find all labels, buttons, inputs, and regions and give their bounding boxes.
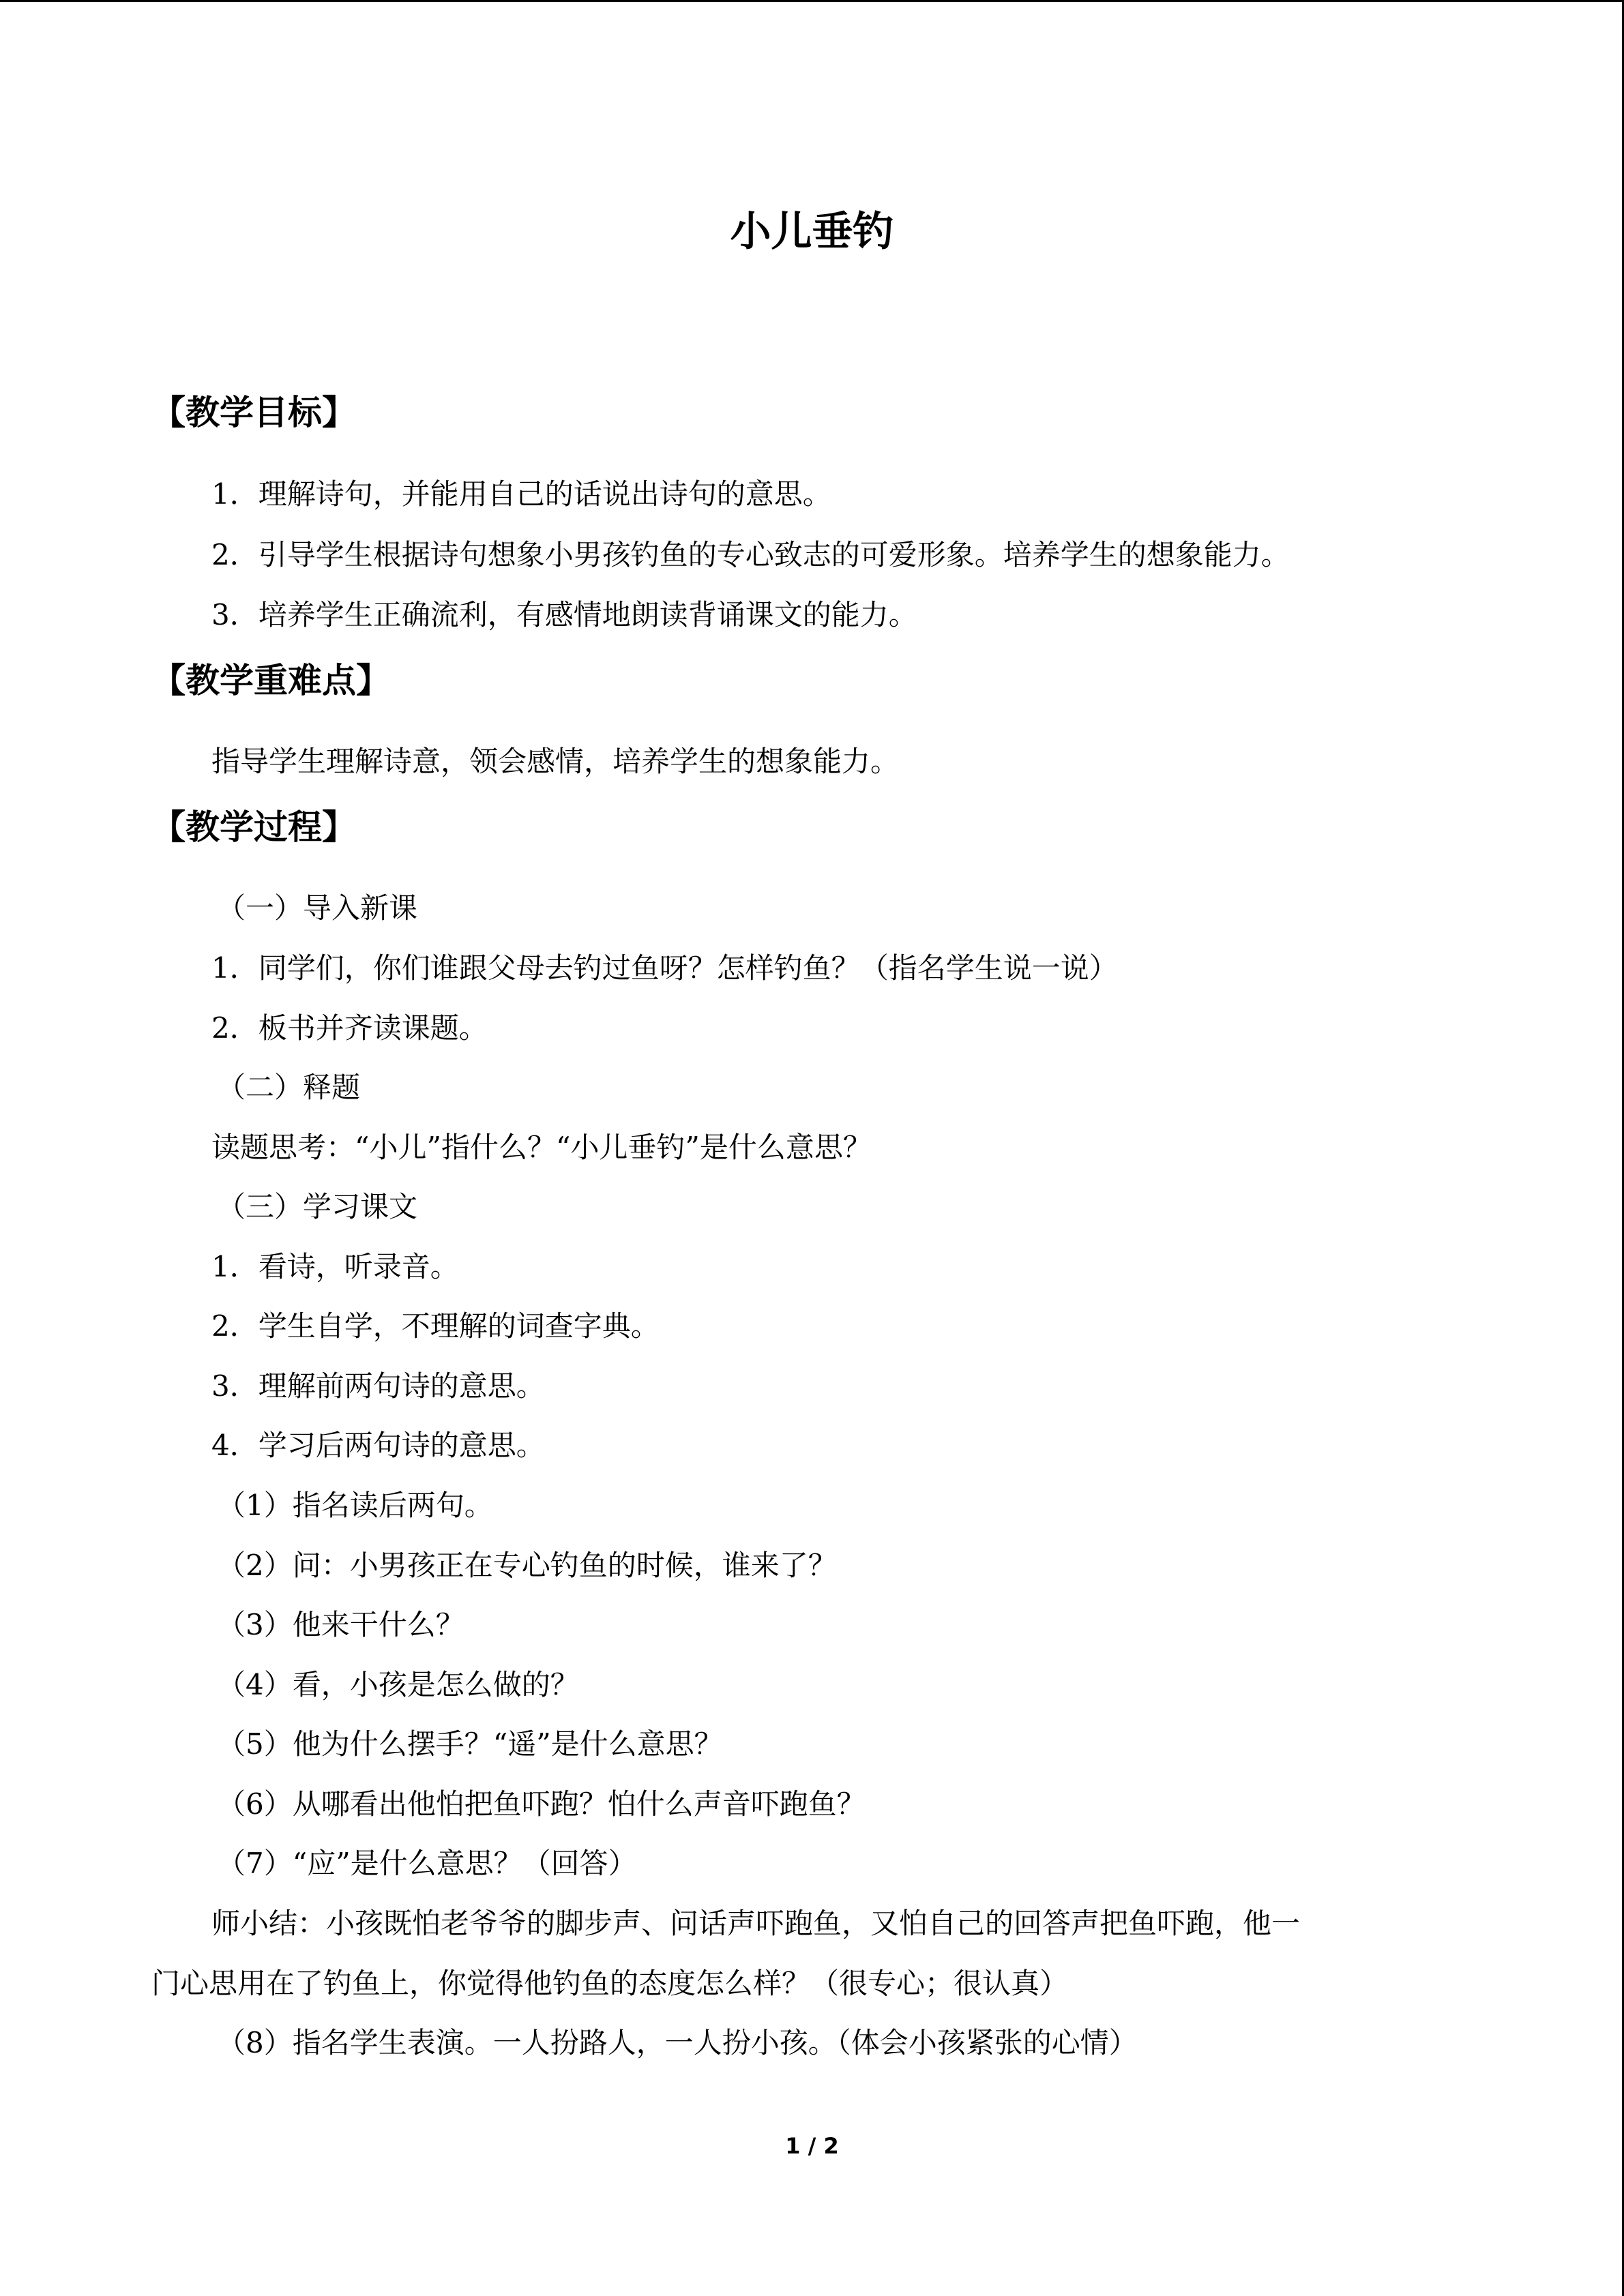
section-heading-objectives: 【教学目标】 <box>151 393 356 432</box>
objective-line-2: 2．引导学生根据诗句想象小男孩钓鱼的专心致志的可爱形象。培养学生的想象能力。 <box>211 538 1290 571</box>
process-line: （二）释题 <box>217 1071 361 1104</box>
objective-line-3: 3．培养学生正确流利，有感情地朗读背诵课文的能力。 <box>211 598 917 631</box>
page-number: 1 / 2 <box>785 2133 839 2159</box>
objective-line-1: 1．理解诗句，并能用自己的话说出诗句的意思。 <box>211 477 831 511</box>
process-line: 3．理解前两句诗的意思。 <box>211 1369 545 1403</box>
process-line: 师小结：小孩既怕老爷爷的脚步声、问话声吓跑鱼，又怕自己的回答声把鱼吓跑，他一 <box>211 1907 1301 1940</box>
process-line: （5）他为什么摆手？“遥”是什么意思？ <box>217 1727 723 1761</box>
process-line: （8）指名学生表演。一人扮路人，一人扮小孩。（体会小孩紧张的心情） <box>217 2026 1138 2059</box>
process-line: （一）导入新课 <box>217 891 418 925</box>
key-points-line-1: 指导学生理解诗意，领会感情，培养学生的想象能力。 <box>211 745 900 778</box>
process-line: （4）看，小孩是怎么做的？ <box>217 1668 579 1701</box>
section-heading-process: 【教学过程】 <box>151 807 356 847</box>
process-line: 门心思用在了钓鱼上，你觉得他钓鱼的态度怎么样？（很专心；很认真） <box>151 1967 1069 2000</box>
process-line: （1）指名读后两句。 <box>217 1489 493 1522</box>
process-line: 2．板书并齐读课题。 <box>211 1011 488 1045</box>
process-line: （6）从哪看出他怕把鱼吓跑？怕什么声音吓跑鱼？ <box>217 1787 866 1821</box>
process-line: 4．学习后两句诗的意思。 <box>211 1429 545 1462</box>
process-line: （3）他来干什么？ <box>217 1608 464 1641</box>
process-line: 2．学生自学，不理解的词查字典。 <box>211 1309 660 1343</box>
process-line: （2）问：小男孩正在专心钓鱼的时候，谁来了？ <box>217 1549 837 1582</box>
section-heading-key-points: 【教学重难点】 <box>151 661 390 700</box>
process-line: （7）“应”是什么意思？（回答） <box>217 1847 637 1880</box>
process-line: 1．看诗，听录音。 <box>211 1250 459 1283</box>
process-line: 读题思考：“小儿”指什么？“小儿垂钓”是什么意思？ <box>211 1131 872 1164</box>
process-line: （三）学习课文 <box>217 1190 418 1223</box>
process-line: 1．同学们，你们谁跟父母去钓过鱼呀？怎样钓鱼？（指名学生说一说） <box>211 951 1118 985</box>
document-title: 小儿垂钓 <box>730 208 894 256</box>
